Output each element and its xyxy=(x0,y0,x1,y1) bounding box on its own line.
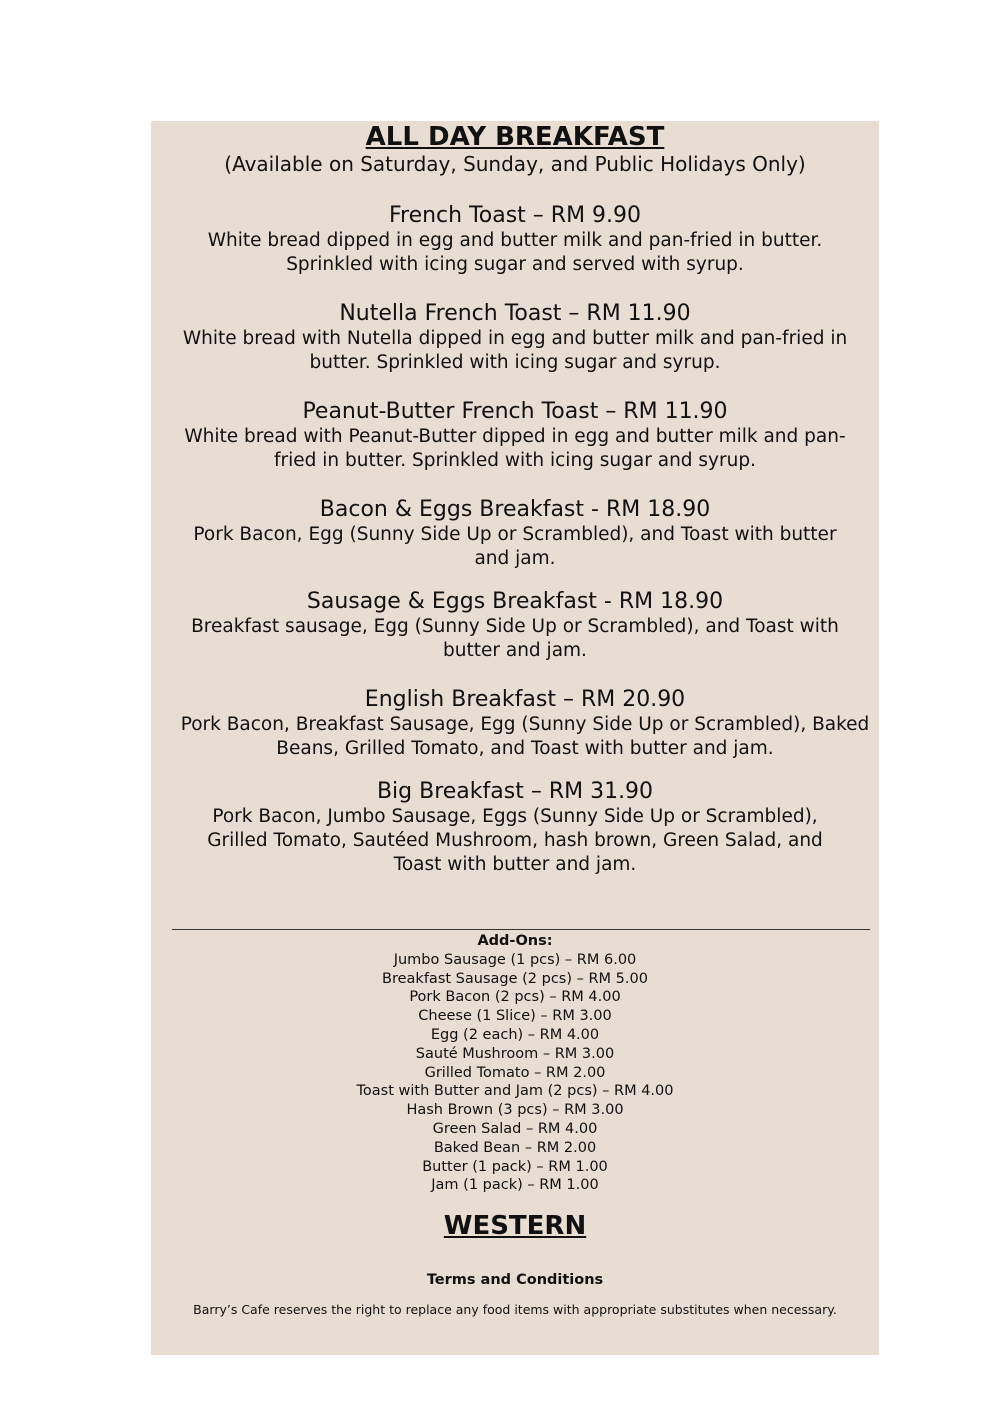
menu-item xyxy=(181,589,849,663)
menu-item-description: White bread with Nutella dipped in egg and butter milk and pan-fried in butter. Sprinkled with icing sugar and syrup. xyxy=(182,328,848,373)
addon-item: Grilled Tomato – RM 2.00 xyxy=(424,1064,606,1081)
section-title-western: WESTERN xyxy=(443,1211,587,1241)
addons-list xyxy=(151,932,879,1195)
menu-item-description: White bread dipped in egg and butter milk and pan-fried in butter. Sprinkled with icing sugar and served with syrup. xyxy=(207,230,823,275)
addon-item: Baked Bean – RM 2.00 xyxy=(433,1139,597,1156)
menu-item-description: White bread with Peanut-Butter dipped in egg and butter milk and pan-fried in butter. Sprinkled with icing sugar and syrup. xyxy=(184,426,846,471)
menu-item-title: Bacon & Eggs Breakfast - RM 18.90 xyxy=(319,497,711,522)
addon-item: Pork Bacon (2 pcs) – RM 4.00 xyxy=(409,989,621,1006)
menu-item-description: Pork Bacon, Egg (Sunny Side Up or Scrambled), and Toast with butter and jam. xyxy=(193,524,837,569)
menu-item-description: Pork Bacon, Breakfast Sausage, Egg (Sunny Side Up or Scrambled), Baked Beans, Grilled Tomato, and Toast with butter and jam. xyxy=(180,714,870,759)
menu-item-description: Breakfast sausage, Egg (Sunny Side Up or Scrambled), and Toast with butter and jam. xyxy=(191,616,839,661)
menu-item xyxy=(171,687,879,761)
menu-item-title: English Breakfast – RM 20.90 xyxy=(364,687,686,712)
terms-title: Terms and Conditions xyxy=(426,1272,604,1288)
addon-item: Jam (1 pack) – RM 1.00 xyxy=(431,1177,599,1194)
section-divider xyxy=(172,929,870,930)
addon-item: Jumbo Sausage (1 pcs) – RM 6.00 xyxy=(393,951,637,968)
addon-item: Toast with Butter and Jam (2 pcs) – RM 4.00 xyxy=(356,1083,674,1100)
menu-item xyxy=(181,301,849,375)
addon-item: Egg (2 each) – RM 4.00 xyxy=(430,1026,600,1043)
menu-item-title: Peanut-Butter French Toast – RM 11.90 xyxy=(302,399,728,424)
menu-item xyxy=(181,203,849,277)
addon-item: Hash Brown (3 pcs) – RM 3.00 xyxy=(406,1102,624,1119)
menu-item-title: French Toast – RM 9.90 xyxy=(388,203,642,228)
menu-panel xyxy=(151,121,879,1355)
menu-item-description: Pork Bacon, Jumbo Sausage, Eggs (Sunny Side Up or Scrambled), Grilled Tomato, Sautéed Mushroom, hash brown, Green Salad, and Toast with butter and jam. xyxy=(207,806,823,875)
addon-item: Breakfast Sausage (2 pcs) – RM 5.00 xyxy=(382,970,648,987)
menu-item-title: Sausage & Eggs Breakfast - RM 18.90 xyxy=(306,589,724,614)
availability-note: (Available on Saturday, Sunday, and Public Holidays Only) xyxy=(224,152,806,176)
addon-item: Sauté Mushroom – RM 3.00 xyxy=(415,1045,615,1062)
menu-item xyxy=(181,497,849,571)
addon-item: Green Salad – RM 4.00 xyxy=(432,1120,598,1137)
menu-item-title: Nutella French Toast – RM 11.90 xyxy=(339,301,691,326)
section-title-all-day-breakfast: ALL DAY BREAKFAST xyxy=(365,122,665,152)
menu-item-title: Big Breakfast – RM 31.90 xyxy=(376,779,654,804)
addon-item: Butter (1 pack) – RM 1.00 xyxy=(422,1158,608,1175)
addons-title: Add-Ons: xyxy=(477,933,553,949)
terms-text: Barry’s Cafe reserves the right to replace any food items with appropriate substitutes when necessary. xyxy=(193,1302,837,1317)
addon-item: Cheese (1 Slice) – RM 3.00 xyxy=(418,1008,612,1025)
menu-item xyxy=(181,399,849,473)
menu-item xyxy=(181,779,849,877)
